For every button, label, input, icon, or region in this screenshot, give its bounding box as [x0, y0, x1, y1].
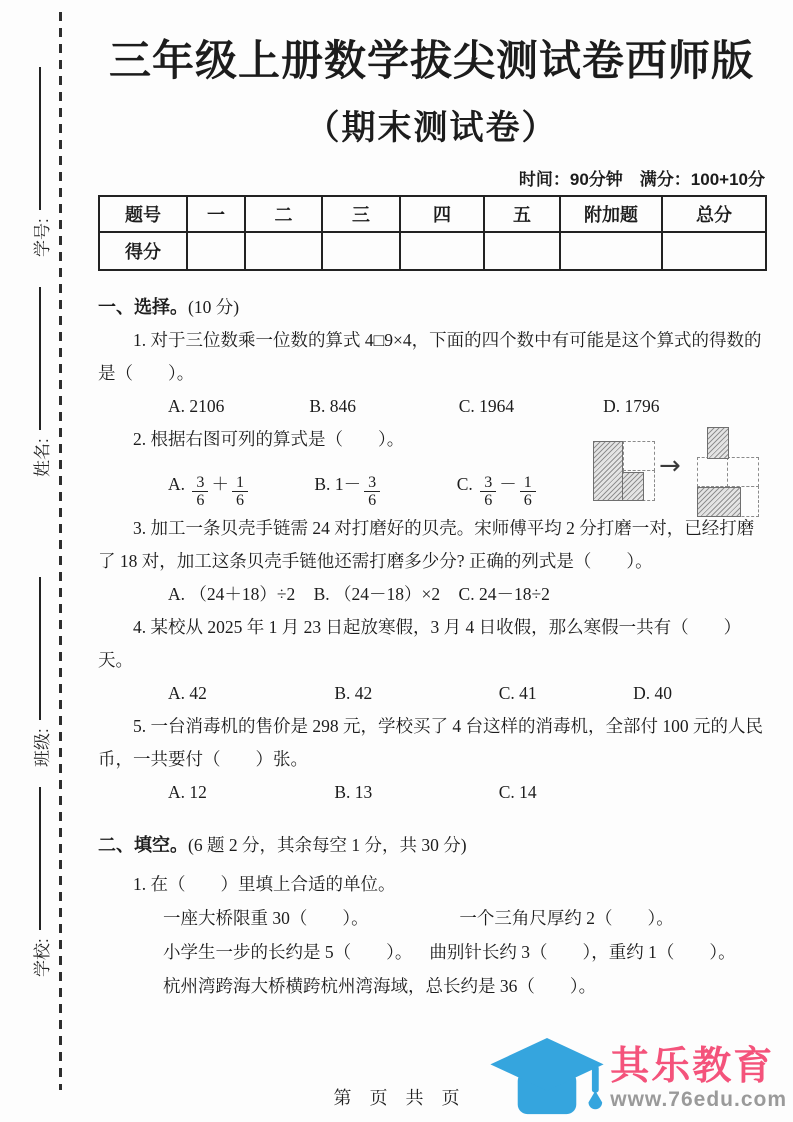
score-table: [98, 195, 767, 271]
fill-line-1: [98, 901, 765, 935]
score-empty-cell: [245, 232, 322, 270]
seal-label-name: 姓名:: [32, 438, 52, 477]
question-1-options: [98, 390, 765, 423]
question-5-text: 5. 一台消毒机的售价是 298 元，学校买了 4 台这样的消毒机，全部付 100 元的人民币，一共要付（ ）张。: [98, 716, 763, 769]
score-empty-cell: [662, 232, 766, 270]
section-one-score: (10 分): [188, 297, 240, 317]
shaded-region: [622, 472, 644, 501]
shaded-region: [593, 441, 623, 501]
question-1-text: 1. 对于三位数乘一位数的算式 4□9×4，下面的四个数中有可能是这个算式的得数的是（ ）。: [98, 330, 762, 383]
option-b: B. 42: [334, 683, 373, 703]
seal-field-class: [29, 577, 51, 767]
seal-blank-line: [39, 287, 41, 430]
question-2-block: [98, 423, 765, 512]
option-b: B. 1－ $\frac{3}{6}$: [314, 456, 452, 512]
section-two-score: (6 题 2 分，其余每空 1 分，共 30 分): [188, 835, 467, 855]
score-header-cell: 四: [400, 196, 484, 232]
fraction: $\frac{1}{6}$: [520, 474, 536, 510]
option-c: C. 14: [498, 782, 537, 802]
option-a: A. 42: [168, 683, 207, 703]
fill-item: 一座大桥限重 30（ ）。: [163, 908, 369, 928]
exam-time-score-meta: 时间：90分钟 满分：100+10分: [518, 170, 765, 189]
option-c: C. 1964: [458, 396, 515, 416]
option-b: B. 846: [309, 396, 357, 416]
question-4-options: [98, 677, 765, 710]
page-title: 三年级上册数学拔尖测试卷西师版: [108, 37, 754, 84]
seal-blank-line: [39, 67, 41, 210]
fill-item: 一个三角尺厚约 2（ ）。: [459, 908, 674, 928]
brand-url: www.76edu.com: [610, 1087, 787, 1111]
section-two-title: 二、填空。: [98, 835, 188, 855]
footer-page-label: 第 页 共 页: [333, 1088, 460, 1108]
score-table-score-row: [99, 232, 766, 270]
seal-field-name: [29, 287, 51, 477]
seal-label-class: 班级:: [32, 728, 52, 767]
brand-name: 其乐教育: [610, 1044, 775, 1088]
score-header-cell: 二: [245, 196, 322, 232]
section-one-title: 一、选择。: [98, 297, 188, 317]
seal-dashed-line: [59, 12, 62, 1090]
seal-label-student-id: 学号:: [32, 218, 52, 257]
seal-label-school: 学校:: [32, 938, 52, 977]
option-c: C. 41: [498, 683, 537, 703]
option-a: A. $\frac{3}{6}$ ＋ $\frac{1}{6}$: [168, 456, 310, 512]
question-5-options: [98, 776, 765, 809]
seal-blank-line: [39, 577, 41, 720]
fraction: $\frac{3}{6}$: [480, 474, 496, 510]
diagram-left-grid: [593, 441, 655, 501]
section-one-heading: [98, 291, 765, 324]
option-d: D. 40: [633, 683, 673, 703]
question-3-options: [98, 578, 765, 611]
score-row-label: 得分: [99, 232, 187, 270]
option-b: B. 13: [334, 782, 373, 802]
fill-item: 曲别针长约 3（ ），重约 1（ ）。: [429, 942, 736, 962]
score-header-cell: 一: [187, 196, 245, 232]
score-empty-cell: [484, 232, 560, 270]
exam-subtitle: （期末测试卷）: [305, 109, 558, 147]
graduation-cap-icon: [488, 1038, 606, 1120]
diagram-right-grid: [697, 427, 763, 519]
seal-field-school: [29, 787, 51, 977]
fill-question-1-text: 1. 在（ ）里填上合适的单位。: [133, 874, 396, 894]
fill-line-3: [98, 969, 765, 1003]
option-c: C. 24－18÷2: [458, 584, 550, 604]
seal-field-student-id: [29, 67, 51, 257]
section-two-heading: [98, 829, 765, 862]
shaded-piece: [707, 427, 729, 459]
score-header-cell: 题号: [99, 196, 187, 232]
score-header-cell: 三: [322, 196, 400, 232]
option-a: A. 12: [168, 782, 207, 802]
score-table-header-row: [99, 196, 766, 232]
fraction: $\frac{1}{6}$: [232, 474, 248, 510]
score-empty-cell: [322, 232, 400, 270]
score-header-cell: 五: [484, 196, 560, 232]
question-2-text: 2. 根据右图可列的算式是（ ）。: [133, 429, 405, 449]
fraction: $\frac{3}{6}$: [192, 474, 208, 510]
seal-blank-line: [39, 787, 41, 930]
option-d: D. 1796: [603, 396, 660, 416]
fraction: $\frac{3}{6}$: [364, 474, 380, 510]
brand-logo: [488, 1038, 787, 1120]
shaded-region: [697, 487, 741, 517]
fill-line-2: [98, 935, 765, 969]
option-a: A. 2106: [168, 396, 225, 416]
fraction-diagram: [593, 427, 765, 519]
score-header-cell: 附加题: [560, 196, 662, 232]
option-c: C. $\frac{3}{6}$ － $\frac{1}{6}$: [457, 456, 539, 512]
option-b: B. （24－18）×2: [313, 584, 441, 604]
score-header-cell: 总分: [662, 196, 766, 232]
arrow-icon: →: [659, 451, 681, 481]
option-a: A. （24＋18）÷2: [168, 584, 296, 604]
question-3-text: 3. 加工一条贝壳手链需 24 对打磨好的贝壳。宋师傅平均 2 分打磨一对，已经打磨了 18 对，加工这条贝壳手链他还需打磨多少分? 正确的列式是（ ）。: [98, 518, 755, 571]
score-empty-cell: [560, 232, 662, 270]
score-empty-cell: [400, 232, 484, 270]
fill-item: 杭州湾跨海大桥横跨杭州湾海域，总长约是 36（ ）。: [163, 976, 597, 996]
question-4-text: 4. 某校从 2025 年 1 月 23 日起放寒假，3 月 4 日收假，那么寒假一共有（ ）天。: [98, 617, 742, 670]
fill-item: 小学生一步的长约是 5（ ）。: [163, 942, 413, 962]
score-empty-cell: [187, 232, 245, 270]
